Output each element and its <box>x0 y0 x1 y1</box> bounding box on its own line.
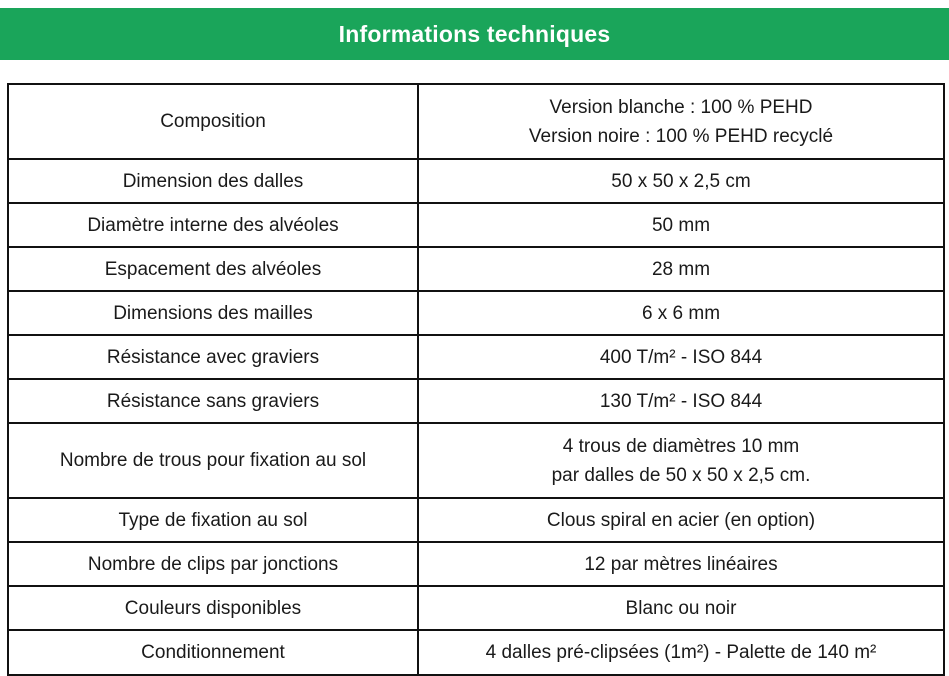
table-row <box>8 84 944 159</box>
row-label: Couleurs disponibles <box>8 586 418 630</box>
row-label: Résistance sans graviers <box>8 379 418 423</box>
table-row <box>8 335 944 379</box>
row-value: Blanc ou noir <box>418 586 944 630</box>
row-label: Nombre de clips par jonctions <box>8 542 418 586</box>
row-label: Résistance avec graviers <box>8 335 418 379</box>
row-label: Diamètre interne des alvéoles <box>8 203 418 247</box>
table-row <box>8 423 944 498</box>
row-value-line: 4 trous de diamètres 10 mm <box>562 435 800 457</box>
table-row <box>8 586 944 630</box>
row-value-line: Version noire : 100 % PEHD recyclé <box>528 125 834 147</box>
row-label: Espacement des alvéoles <box>8 247 418 291</box>
table-row <box>8 291 944 335</box>
row-value: 4 dalles pré-clipsées (1m²) - Palette de 140 m² <box>418 630 944 675</box>
row-label: Nombre de trous pour fixation au sol <box>8 423 418 498</box>
row-label: Type de fixation au sol <box>8 498 418 542</box>
row-value: 28 mm <box>418 247 944 291</box>
table-row <box>8 203 944 247</box>
table-row <box>8 630 944 675</box>
row-value: 12 par mètres linéaires <box>418 542 944 586</box>
row-value <box>418 423 944 498</box>
row-value: 130 T/m² - ISO 844 <box>418 379 944 423</box>
page-title: Informations techniques <box>338 20 611 47</box>
row-label: Dimensions des mailles <box>8 291 418 335</box>
row-value: 50 mm <box>418 203 944 247</box>
row-label: Composition <box>8 84 418 159</box>
row-value-line: par dalles de 50 x 50 x 2,5 cm. <box>551 464 811 486</box>
table-row <box>8 379 944 423</box>
table-row <box>8 542 944 586</box>
row-value: 6 x 6 mm <box>418 291 944 335</box>
row-value: 400 T/m² - ISO 844 <box>418 335 944 379</box>
row-label: Dimension des dalles <box>8 159 418 203</box>
row-value: 50 x 50 x 2,5 cm <box>418 159 944 203</box>
table-row <box>8 159 944 203</box>
row-label: Conditionnement <box>8 630 418 675</box>
table-row <box>8 247 944 291</box>
row-value-line: Version blanche : 100 % PEHD <box>549 96 813 118</box>
row-value <box>418 84 944 159</box>
row-value: Clous spiral en acier (en option) <box>418 498 944 542</box>
technical-info-table <box>7 83 945 676</box>
table-row <box>8 498 944 542</box>
header-bar <box>0 8 949 60</box>
